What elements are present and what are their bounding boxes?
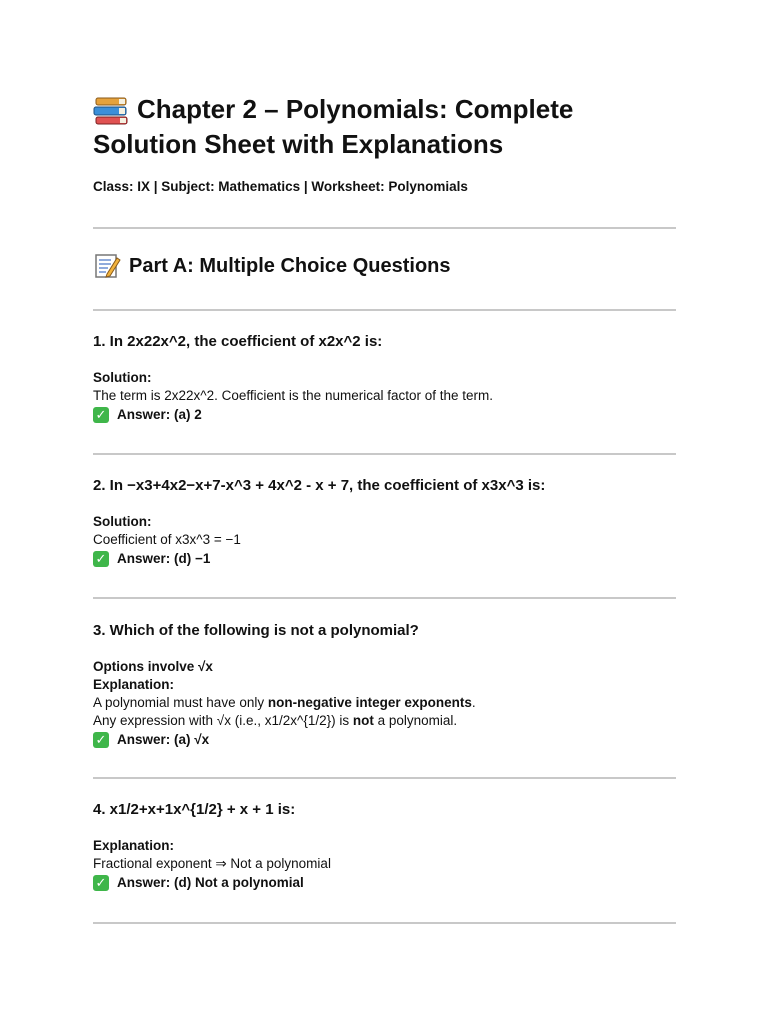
answer-text: Answer: (d) −1: [117, 551, 211, 566]
solution-label: Solution:: [93, 514, 152, 529]
solution-label: Solution:: [93, 370, 152, 385]
solution-text: The term is 2x22x^2. Coefficient is the numerical factor of the term.: [93, 388, 494, 403]
solution-text: Coefficient of x3x^3 = −1: [93, 532, 241, 547]
explanation-label: Explanation:: [93, 677, 175, 692]
question-heading: 4. x1/2+x+1x^{1/2} + x + 1 is:: [93, 801, 296, 818]
divider: [93, 453, 676, 455]
question-1: [93, 333, 676, 425]
question-heading: 1. In 2x22x^2, the coefficient of x2x^2 is:: [93, 333, 383, 350]
check-mark-icon: ✓: [93, 551, 109, 567]
answer-text: Answer: (d) Not a polynomial: [117, 875, 304, 890]
divider: [93, 777, 676, 779]
answer: [93, 405, 676, 425]
answer-text: Answer: (a) √x: [117, 732, 210, 747]
books-icon: [93, 96, 129, 126]
answer: [93, 873, 676, 893]
check-mark-icon: ✓: [93, 875, 109, 891]
answer: [93, 549, 676, 569]
divider: [93, 922, 676, 924]
explanation-text: Fractional exponent ⇒ Not a polynomial: [93, 856, 331, 871]
document-meta: Class: IX | Subject: Mathematics | Worksheet: Polynomials: [93, 179, 468, 194]
divider: [93, 309, 676, 311]
options-label: Options involve √x: [93, 659, 213, 674]
question-heading: 3. Which of the following is not a polynomial?: [93, 622, 419, 639]
explanation-text: A polynomial must have only non-negative integer exponents.: [93, 695, 476, 710]
check-mark-icon: ✓: [93, 407, 109, 423]
divider: [93, 597, 676, 599]
question-4: [93, 801, 676, 893]
check-mark-icon: ✓: [93, 732, 109, 748]
explanation-label: Explanation:: [93, 838, 175, 853]
document-title: Chapter 2 – Polynomials: Complete Solution Sheet with Explanations: [93, 94, 574, 159]
answer: [93, 730, 676, 750]
explanation-text: Any expression with √x (i.e., x1/2x^{1/2}) is not a polynomial.: [93, 713, 458, 728]
divider: [93, 227, 676, 229]
question-3: [93, 622, 676, 750]
answer-text: Answer: (a) 2: [117, 407, 202, 422]
question-2: [93, 477, 676, 569]
question-heading: 2. In −x3+4x2−x+7-x^3 + 4x^2 - x + 7, the coefficient of x3x^3 is:: [93, 477, 546, 494]
memo-icon: [93, 252, 121, 280]
section-title: Part A: Multiple Choice Questions: [93, 252, 451, 280]
